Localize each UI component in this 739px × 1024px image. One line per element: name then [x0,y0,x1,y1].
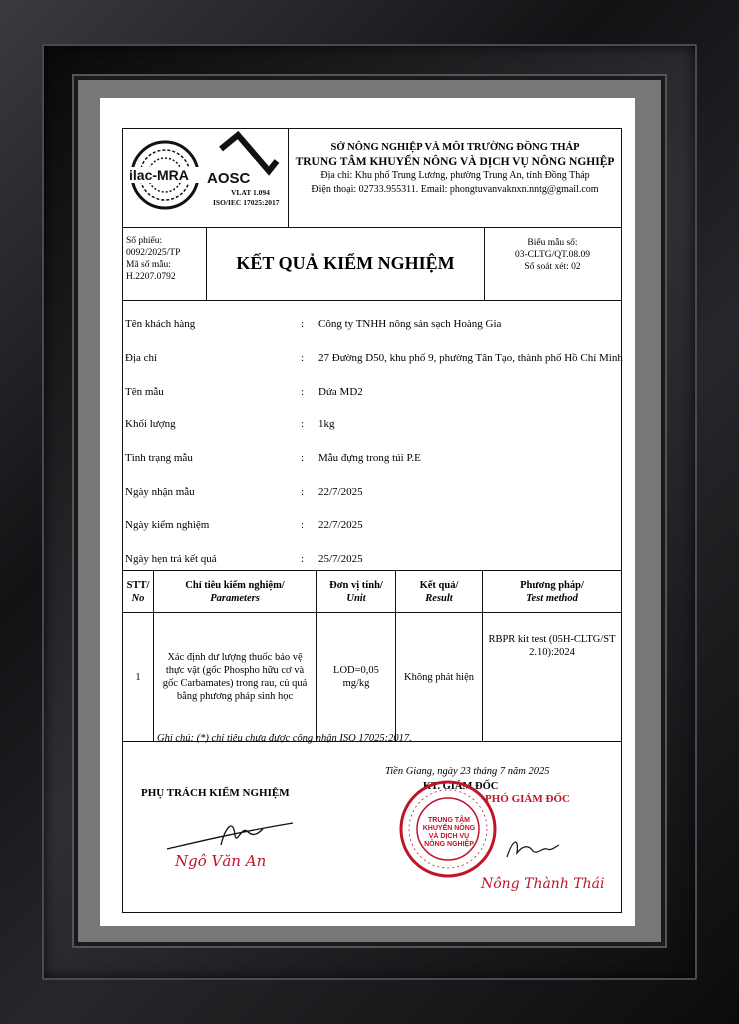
cell-stt: 1 [123,613,154,742]
info-row [123,418,621,434]
sheet-ids [123,227,207,300]
info-row [123,553,621,569]
info-row [123,486,621,502]
info-colon: : [301,486,305,498]
results-table [123,570,621,742]
document-title: KẾT QUẢ KIỂM NGHIỆM [207,227,485,300]
director-signature [503,833,563,863]
sample-code-label: Mã số mẫu: [126,260,171,270]
form-number: 03-CLTG/QT.08.09 [515,250,590,260]
cell-unit: LOD=0,05 mg/kg [317,613,396,742]
info-value: 22/7/2025 [318,519,363,531]
info-label: Ngày hẹn trả kết quả [125,553,217,565]
sample-code: H.2207.0792 [126,272,176,282]
director-role: KT. GIÁM ĐỐC [423,781,499,792]
organization-info [289,141,621,197]
info-label: Ngày nhận mẫu [125,486,195,498]
info-value: Mẫu đựng trong túi P.E [318,452,421,464]
director-name: Nông Thành Thái [481,876,605,892]
header-row [123,129,621,228]
table-row [123,613,621,742]
info-row [123,318,621,334]
certificate-document [122,128,622,913]
svg-text:ISO/IEC 17025:2017: ISO/IEC 17025:2017 [213,198,280,207]
cell-result: Không phát hiện [396,613,483,742]
svg-text:VLAT 1.094: VLAT 1.094 [231,188,270,197]
info-label: Khối lượng [125,418,176,430]
col-unit: Đơn vị tính/ Unit [317,571,396,613]
tester-name: Ngô Văn An [175,852,267,870]
sheet-number-label: Số phiếu: [126,236,163,246]
info-value: Dứa MD2 [318,386,363,398]
info-label: Tên khách hàng [125,318,196,330]
title-row [123,227,621,301]
accreditation-logos [123,129,289,227]
ministry-name: SỞ NÔNG NGHIỆP VÀ MÔI TRƯỜNG ĐỒNG THÁP [330,142,580,153]
info-label: Địa chỉ [125,352,158,364]
info-row [123,452,621,468]
ilac-aosc-logo [123,129,288,227]
info-colon: : [301,452,305,464]
info-value: 1kg [318,418,335,430]
sample-info [123,300,621,571]
info-value: Công ty TNHH nông sản sạch Hoàng Gia [318,318,502,330]
sheet-number: 0092/2025/TP [126,248,181,258]
certificate-paper [100,98,635,926]
info-row [123,386,621,402]
col-method: Phương pháp/ Test method [483,571,622,613]
tester-signature [163,809,303,854]
info-colon: : [301,386,305,398]
form-info [484,227,621,300]
center-contact: Điện thoại: 02733.955311. Email: phongtuvanvaknxn.nntg@gmail.com [311,184,599,195]
cell-method: RBPR kit test (05H-CLTG/ST 2.10):2024 [483,613,622,742]
form-number-label: Biểu mẫu số: [527,238,578,248]
info-label: Tên mẫu [125,386,164,398]
tester-role: PHỤ TRÁCH KIỂM NGHIỆM [141,787,290,799]
footnote: Ghi chú: (*) chỉ tiêu chưa được công nhận ISO 17025:2017. [157,733,412,744]
info-colon: : [301,553,305,565]
place-date: Tiền Giang, ngày 23 tháng 7 năm 2025 [385,766,550,777]
results-header-row [123,571,621,613]
info-colon: : [301,318,305,330]
info-label: Ngày kiểm nghiệm [125,519,210,531]
revision-number: Số soát xét: 02 [524,262,581,272]
deputy-director-role: PHÓ GIÁM ĐỐC [485,793,570,805]
col-parameters: Chỉ tiêu kiểm nghiệm/ Parameters [154,571,317,613]
cell-parameter: Xác định dư lượng thuốc bảo vệ thực vật (gốc Phospho hữu cơ và gốc Carbamates) trong rau, củ quả bằng phương pháp sinh học [154,613,317,742]
info-colon: : [301,352,305,364]
svg-text:AOSC: AOSC [207,170,251,187]
info-value: 27 Đường D50, khu phố 9, phường Tân Tạo, thành phố Hồ Chí Minh [318,352,623,364]
info-row [123,519,621,535]
col-result: Kết quả/ Result [396,571,483,613]
info-value: 25/7/2025 [318,553,363,565]
info-colon: : [301,519,305,531]
col-stt: STT/ No [123,571,154,613]
center-address: Địa chỉ: Khu phố Trung Lương, phường Trung An, tỉnh Đồng Tháp [320,170,590,181]
center-name: TRUNG TÂM KHUYẾN NÔNG VÀ DỊCH VỤ NÔNG NGHIỆP [295,156,615,168]
info-label: Tình trạng mẫu [125,452,193,464]
ilac-logo-text: ilac-MRA [129,167,189,183]
info-value: 22/7/2025 [318,486,363,498]
info-colon: : [301,418,305,430]
stamp-text: TRUNG TÂM KHUYẾN NÔNG VÀ DỊCH VỤ NÔNG NGHIỆP [422,817,476,848]
info-row [123,352,621,368]
